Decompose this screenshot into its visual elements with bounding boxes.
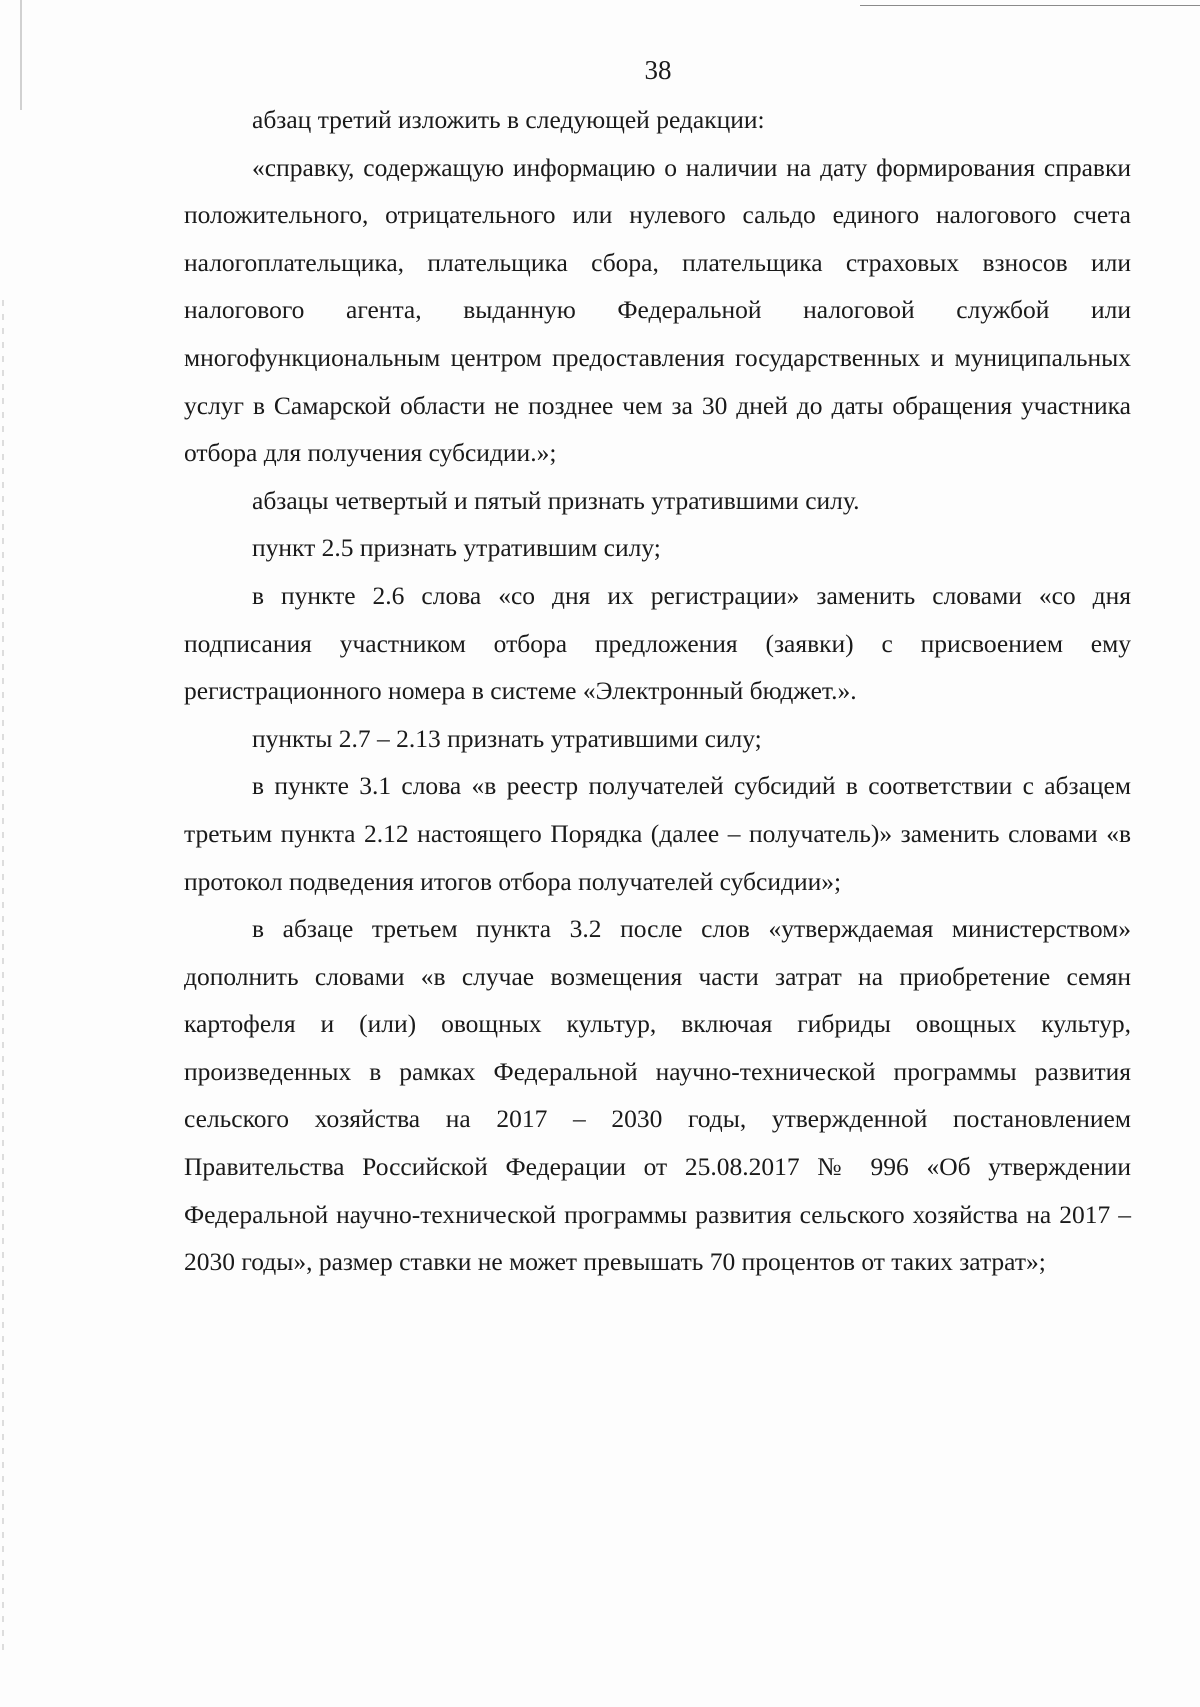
paragraph-7: в пункте 3.1 слова «в реестр получателей субсидий в соответствии с абзацем третьим пункта 2.12 настоящего Порядка (далее – получатель)» заменить словами «в протокол подведения итогов отбора получателей субсидии»;: [184, 771, 1131, 896]
page-number: 38: [644, 55, 672, 85]
paragraph-1: абзац третий изложить в следующей редакции:: [252, 105, 765, 134]
paragraph-2: «справку, содержащую информацию о наличии на дату формирования справки положительного, отрицательного или нулевого сальдо единого налогового счета налогоплательщика, плательщика сбора, плательщика страховых взносов или налогового агента, выданную Федеральной налоговой службой или многофункциональным центром предоставления государственных и муниципальных услуг в Самарской области не позднее чем за 30 дней до даты обращения участника отбора для получения субсидии.»;: [184, 152, 1131, 468]
paragraph-3: абзацы четвертый и пятый признать утратившими силу.: [252, 485, 860, 515]
paragraph-8: в абзаце третьем пункта 3.2 после слов «утверждаемая министерством» дополнить словами «в случае возмещения части затрат на приобретение семян картофеля и (или) овощных культур, включая гибриды овощных культур, произведенных в рамках Федеральной научно-технической программы развития сельского хозяйства на 2017 – 2030 годы, утвержденной постановлением Правительства Российской Федерации от 25.08.2017 № 996 «Об утверждении Федеральной научно-технической программы развития сельского хозяйства на 2017 – 2030 годы», размер ставки не может превышать 70 процентов от таких затрат»;: [184, 914, 1131, 1277]
paragraph-5: в пункте 2.6 слова «со дня их регистрации» заменить словами «со дня подписания участником отбора предложения (заявки) с присвоением ему регистрационного номера в системе «Электронный бюджет.».: [184, 580, 1131, 706]
scan-edge-top-right: [860, 5, 1200, 6]
paragraph-6: пункты 2.7 – 2.13 признать утратившими силу;: [252, 723, 762, 753]
paragraph-4: пункт 2.5 признать утратившим силу;: [252, 533, 661, 563]
scan-edge-left: [2, 300, 4, 1650]
document-body: [184, 96, 1131, 1286]
